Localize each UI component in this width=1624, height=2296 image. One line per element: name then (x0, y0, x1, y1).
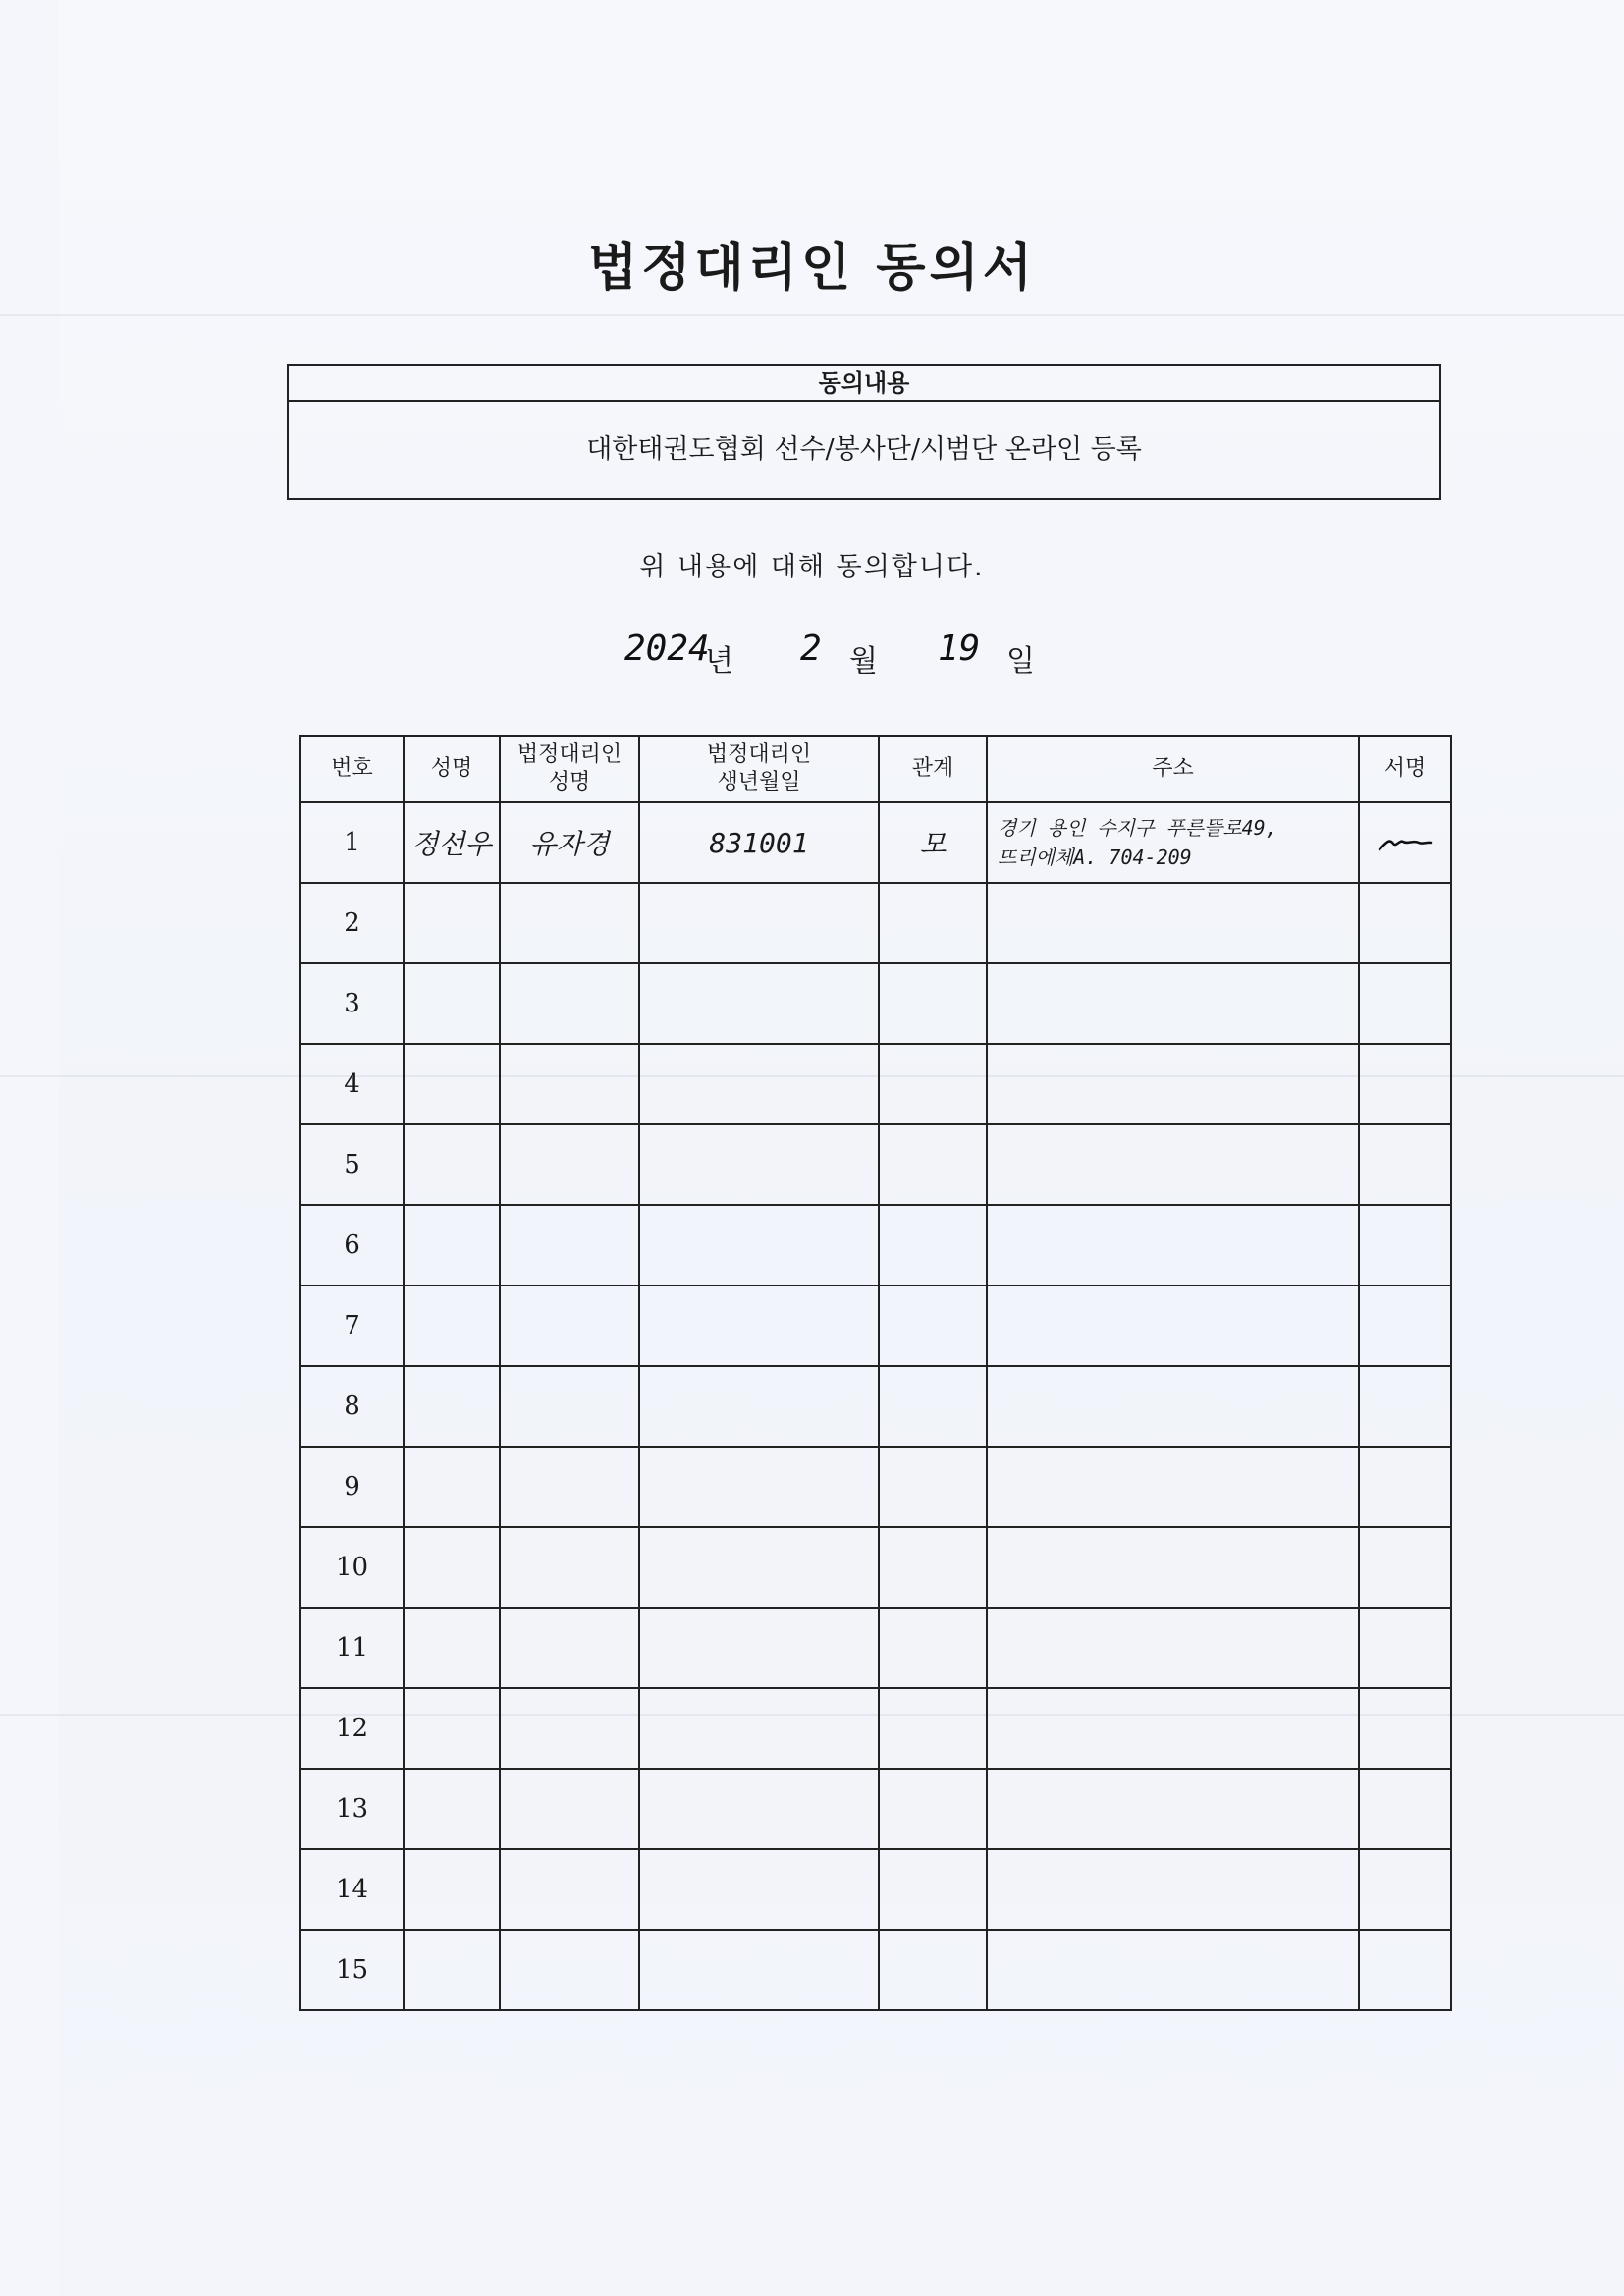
row-name (404, 1447, 500, 1527)
row-name (404, 1688, 500, 1769)
row-relation (879, 1205, 987, 1285)
row-guardian-name (500, 1285, 639, 1366)
row-name (404, 1769, 500, 1849)
row-name (404, 1285, 500, 1366)
row-number: 15 (300, 1930, 404, 2010)
consent-text: 대한태권도협회 선수/봉사단/시범단 온라인 등록 (586, 434, 1142, 465)
row-relation (879, 963, 987, 1044)
row-name (404, 963, 500, 1044)
row-signature (1359, 1688, 1451, 1769)
table-row (300, 1285, 1451, 1366)
row-number: 13 (300, 1769, 404, 1849)
row-guardian-birth (639, 883, 879, 963)
row-signature (1359, 883, 1451, 963)
table-row (300, 1608, 1451, 1688)
row-relation (879, 883, 987, 963)
row-guardian-name (500, 1527, 639, 1608)
row-guardian-birth (639, 1285, 879, 1366)
row-guardian-name (500, 1769, 639, 1849)
row-number: 9 (300, 1447, 404, 1527)
row-signature (1359, 1447, 1451, 1527)
table-row (300, 1447, 1451, 1527)
row-address (987, 1044, 1359, 1124)
header-guardian-birth: 법정대리인 생년월일 (639, 736, 879, 802)
row-name: 정선우 (404, 802, 500, 883)
row-name (404, 1044, 500, 1124)
row-name (404, 1527, 500, 1608)
row-number: 14 (300, 1849, 404, 1930)
header-signature: 서명 (1359, 736, 1451, 802)
row-number: 11 (300, 1608, 404, 1688)
row-guardian-name (500, 883, 639, 963)
row-signature (1359, 1849, 1451, 1930)
row-signature (1359, 1608, 1451, 1688)
row-relation (879, 1527, 987, 1608)
row-relation (879, 1366, 987, 1447)
row-guardian-birth: 831001 (639, 802, 879, 883)
date-year: 2024 (624, 629, 710, 669)
row-address (987, 1527, 1359, 1608)
row-guardian-birth (639, 1044, 879, 1124)
row-guardian-name: 유자경 (500, 802, 639, 883)
row-address (987, 1769, 1359, 1849)
row-address (987, 963, 1359, 1044)
table-row (300, 1205, 1451, 1285)
document-title: 법정대리인 동의서 (588, 238, 1036, 298)
row-name (404, 1124, 500, 1205)
row-signature (1359, 1124, 1451, 1205)
row-number: 3 (300, 963, 404, 1044)
row-guardian-birth (639, 1849, 879, 1930)
row-name (404, 1849, 500, 1930)
table-row (300, 1688, 1451, 1769)
row-relation (879, 1608, 987, 1688)
row-guardian-name (500, 1044, 639, 1124)
table-row (300, 1366, 1451, 1447)
date-year-unit: 년 (705, 644, 733, 679)
table-row (300, 1527, 1451, 1608)
header-guardian-name: 법정대리인 성명 (500, 736, 639, 802)
table-header-row (300, 736, 1451, 802)
row-signature (1359, 1285, 1451, 1366)
row-relation (879, 1447, 987, 1527)
row-number: 1 (300, 802, 404, 883)
row-number: 2 (300, 883, 404, 963)
row-number: 12 (300, 1688, 404, 1769)
row-guardian-name (500, 1205, 639, 1285)
header-name: 성명 (404, 736, 500, 802)
row-guardian-name (500, 1930, 639, 2010)
row-signature (1359, 1769, 1451, 1849)
table-row (300, 1930, 1451, 2010)
row-signature (1359, 1930, 1451, 2010)
row-address: 경기 용인 수지구 푸른뜰로49, 뜨리에체A. 704-209 (987, 802, 1359, 883)
row-address (987, 1205, 1359, 1285)
row-address (987, 1688, 1359, 1769)
header-relation: 관계 (879, 736, 987, 802)
row-guardian-birth (639, 963, 879, 1044)
row-guardian-birth (639, 1930, 879, 2010)
registration-table (299, 735, 1452, 2011)
table-row (300, 1044, 1451, 1124)
row-signature (1359, 802, 1451, 883)
row-guardian-birth (639, 1527, 879, 1608)
date-month: 2 (800, 629, 822, 669)
date-month-unit: 월 (849, 644, 878, 679)
table-row (300, 883, 1451, 963)
row-address (987, 1930, 1359, 2010)
row-relation: 모 (879, 802, 987, 883)
agreement-statement: 위 내용에 대해 동의합니다. (639, 552, 985, 582)
header-address: 주소 (987, 736, 1359, 802)
row-number: 8 (300, 1366, 404, 1447)
signature-scribble-icon (1376, 828, 1435, 857)
row-name (404, 883, 500, 963)
row-signature (1359, 1366, 1451, 1447)
row-guardian-name (500, 963, 639, 1044)
row-relation (879, 1044, 987, 1124)
table-row (300, 1124, 1451, 1205)
row-number: 6 (300, 1205, 404, 1285)
row-guardian-birth (639, 1769, 879, 1849)
date-day-unit: 일 (1006, 644, 1035, 679)
row-guardian-name (500, 1608, 639, 1688)
row-guardian-birth (639, 1447, 879, 1527)
row-signature (1359, 963, 1451, 1044)
row-guardian-birth (639, 1205, 879, 1285)
row-guardian-name (500, 1447, 639, 1527)
row-relation (879, 1849, 987, 1930)
row-guardian-birth (639, 1124, 879, 1205)
table-row (300, 1849, 1451, 1930)
date-day: 19 (938, 629, 981, 669)
signing-date (0, 629, 1624, 687)
row-name (404, 1608, 500, 1688)
table-row (300, 963, 1451, 1044)
row-number: 4 (300, 1044, 404, 1124)
row-address (987, 1447, 1359, 1527)
row-relation (879, 1124, 987, 1205)
table-row (300, 1769, 1451, 1849)
row-number: 5 (300, 1124, 404, 1205)
row-signature (1359, 1205, 1451, 1285)
row-relation (879, 1930, 987, 2010)
header-number: 번호 (300, 736, 404, 802)
row-guardian-name (500, 1366, 639, 1447)
consent-content-box (287, 364, 1441, 500)
row-address (987, 1124, 1359, 1205)
row-name (404, 1366, 500, 1447)
row-relation (879, 1285, 987, 1366)
consent-header: 동의내용 (289, 366, 1439, 402)
row-number: 7 (300, 1285, 404, 1366)
row-name (404, 1930, 500, 2010)
row-signature (1359, 1044, 1451, 1124)
row-guardian-birth (639, 1366, 879, 1447)
row-guardian-name (500, 1124, 639, 1205)
table-row (300, 802, 1451, 883)
row-address (987, 1366, 1359, 1447)
row-relation (879, 1688, 987, 1769)
row-relation (879, 1769, 987, 1849)
row-address (987, 1608, 1359, 1688)
row-signature (1359, 1527, 1451, 1608)
row-address (987, 883, 1359, 963)
row-address (987, 1849, 1359, 1930)
row-guardian-name (500, 1688, 639, 1769)
row-name (404, 1205, 500, 1285)
row-guardian-birth (639, 1688, 879, 1769)
row-number: 10 (300, 1527, 404, 1608)
row-guardian-birth (639, 1608, 879, 1688)
paper-crease (0, 314, 1624, 316)
row-address (987, 1285, 1359, 1366)
row-guardian-name (500, 1849, 639, 1930)
